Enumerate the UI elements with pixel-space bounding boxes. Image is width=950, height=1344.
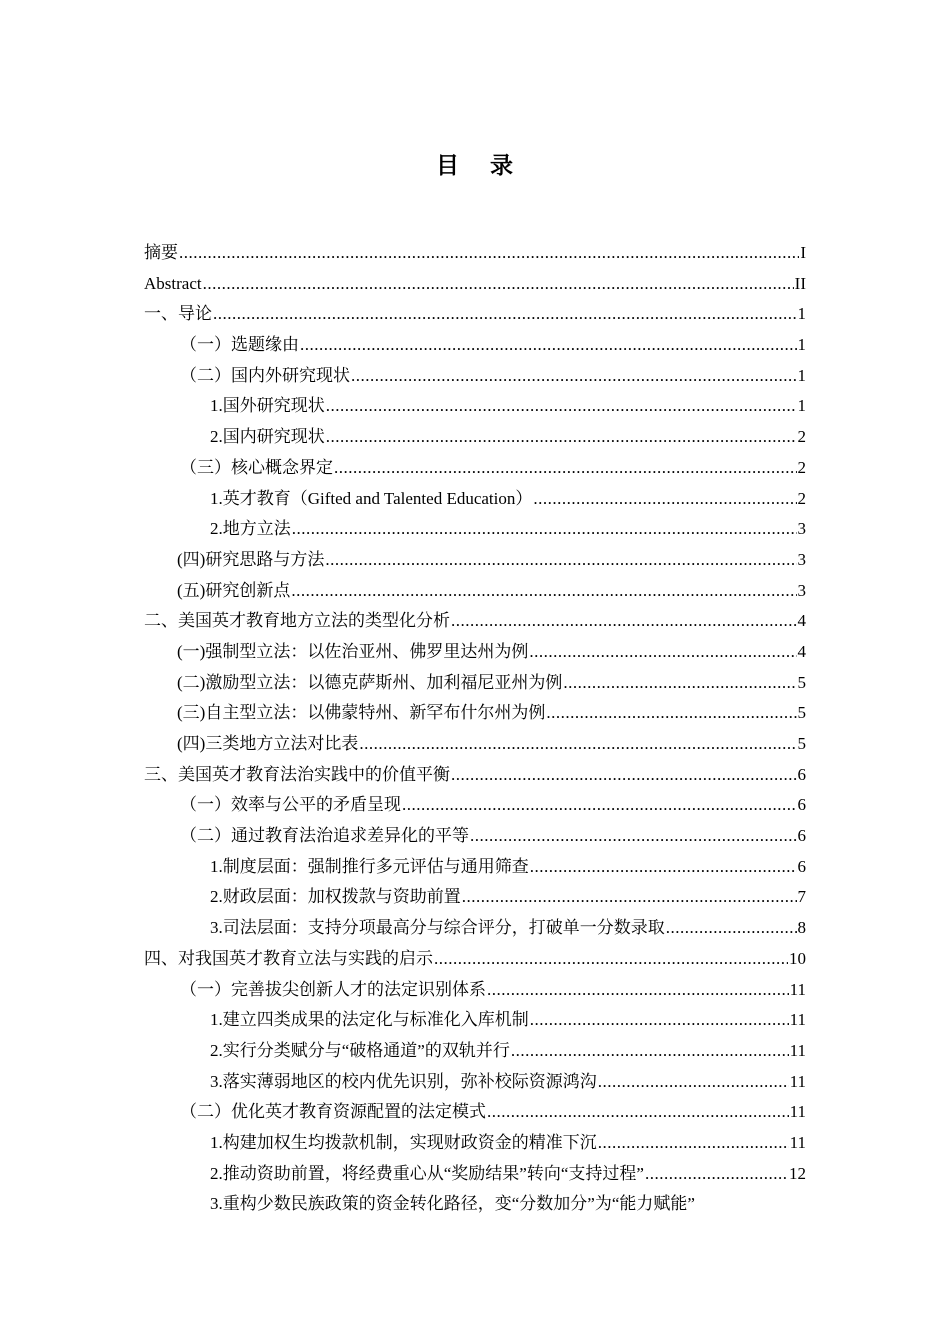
dot-leader: [529, 637, 796, 668]
toc-page-number: 1: [797, 304, 806, 324]
toc-page-number: 11: [789, 1102, 806, 1122]
toc-entry-title: 3.司法层面：支持分项最高分与综合评分，打破单一分数录取: [210, 918, 665, 938]
toc-entry-title: (三)自主型立法：以佛蒙特州、新罕布什尔州为例: [177, 703, 546, 723]
toc-entry-title: 1.英才教育（Gifted and Talented Education）: [210, 488, 533, 508]
dot-leader: [530, 852, 797, 883]
toc-page-number: 6: [797, 856, 806, 876]
toc-page-number: 11: [789, 1132, 806, 1152]
toc-entry[interactable]: [144, 484, 806, 515]
toc-entry-title: （三）核心概念界定: [180, 457, 333, 477]
toc-entry[interactable]: [144, 729, 806, 760]
toc-entry[interactable]: [144, 1128, 806, 1159]
toc-entry-title: （二）通过教育法治追求差异化的平等: [180, 826, 469, 846]
title-char-2: 录: [490, 153, 514, 179]
dot-leader: [203, 269, 794, 300]
dot-leader: [470, 821, 797, 852]
dot-leader: [666, 913, 797, 944]
toc-page-number: 2: [797, 427, 806, 447]
toc-page-number: 5: [797, 734, 806, 753]
toc-entry-title: 1.建立四类成果的法定化与标准化入库机制: [210, 1010, 529, 1030]
toc-entry[interactable]: [144, 576, 806, 607]
toc-entry-title: 3.重构少数民族政策的资金转化路径，变“分数加分”为“能力赋能”: [210, 1194, 695, 1214]
toc-entry-title: 1.制度层面：强制推行多元评估与通用筛查: [210, 856, 529, 876]
toc-entry[interactable]: [144, 852, 806, 883]
toc-entry-title: (五)研究创新点: [177, 580, 291, 600]
toc-entry[interactable]: [144, 606, 806, 637]
toc-entry[interactable]: [144, 238, 806, 269]
toc-page-number: 11: [789, 1071, 806, 1091]
toc-entry-title: （二）国内外研究现状: [180, 365, 350, 385]
dot-leader: [292, 514, 797, 545]
toc-entry[interactable]: [144, 668, 806, 699]
toc-entry[interactable]: [144, 913, 806, 944]
toc-entry-title: （一）效率与公平的矛盾呈现: [180, 795, 401, 815]
toc-entry-title: 二、美国英才教育地方立法的类型化分析: [144, 611, 450, 631]
dot-leader: [645, 1159, 788, 1190]
toc-page-number: 2: [797, 488, 806, 508]
toc-entry[interactable]: [144, 1036, 806, 1067]
dot-leader: [325, 545, 796, 576]
toc-entry-title: 1.国外研究现状: [210, 396, 325, 416]
toc-entry[interactable]: [144, 760, 806, 791]
toc-entry-title: （一）选题缘由: [180, 335, 299, 355]
toc-page-number: 5: [797, 703, 806, 723]
toc-page-number: 2: [797, 457, 806, 477]
toc-entry[interactable]: [144, 453, 806, 484]
toc-entry[interactable]: [144, 330, 806, 361]
toc-page-number: 3: [797, 549, 806, 569]
title-char-1: 目: [436, 153, 460, 179]
toc-entry-title: (四)研究思路与方法: [177, 549, 325, 569]
toc-page-number: 11: [789, 979, 806, 999]
dot-leader: [326, 391, 797, 422]
dot-leader: [359, 729, 796, 760]
toc-entry-title: 2.推动资助前置，将经费重心从“奖励结果”转向“支持过程”: [210, 1163, 644, 1183]
dot-leader: [179, 238, 799, 269]
toc-entry[interactable]: [144, 1159, 806, 1190]
toc-entry-title: 1.构建加权生均拨款机制，实现财政资金的精准下沉: [210, 1132, 597, 1152]
dot-leader: [598, 1067, 789, 1098]
toc-entry-title: (四)三类地方立法对比表: [177, 734, 359, 753]
dot-leader: [213, 299, 797, 330]
toc-entry[interactable]: [144, 1005, 806, 1036]
toc-entry[interactable]: [144, 1097, 806, 1128]
dot-leader: [462, 882, 797, 913]
toc-entry-title: 四、对我国英才教育立法与实践的启示: [144, 948, 433, 968]
dot-leader: [291, 576, 796, 607]
dot-leader: [334, 453, 797, 484]
toc-page-number: 6: [797, 795, 806, 815]
dot-leader: [451, 760, 797, 791]
toc-entry[interactable]: [144, 391, 806, 422]
toc-entry[interactable]: [144, 882, 806, 913]
dot-leader: [533, 484, 796, 515]
toc-entry-title: （一）完善拔尖创新人才的法定识别体系: [180, 979, 486, 999]
toc-entry-title: 3.落实薄弱地区的校内优先识别，弥补校际资源鸿沟: [210, 1071, 597, 1091]
toc-entry-title: (一)强制型立法：以佐治亚州、佛罗里达州为例: [177, 641, 529, 661]
toc-entry-title: 三、美国英才教育法治实践中的价值平衡: [144, 764, 450, 784]
toc-entry[interactable]: [144, 545, 806, 576]
toc-entry[interactable]: [144, 361, 806, 392]
dot-leader: [598, 1128, 789, 1159]
dot-leader: [326, 422, 797, 453]
toc-page-number: 1: [797, 365, 806, 385]
toc-entry[interactable]: [144, 637, 806, 668]
toc-entry[interactable]: [144, 821, 806, 852]
toc-entry-title: （二）优化英才教育资源配置的法定模式: [180, 1102, 486, 1122]
toc-entry[interactable]: [144, 1067, 806, 1098]
toc-entry-title: (二)激励型立法：以德克萨斯州、加利福尼亚州为例: [177, 672, 563, 692]
toc-entry[interactable]: [144, 975, 806, 1006]
toc-entry-title: 2.地方立法: [210, 519, 291, 539]
toc-entry[interactable]: [144, 422, 806, 453]
dot-leader: [300, 330, 797, 361]
toc-entry-title: 2.国内研究现状: [210, 427, 325, 447]
toc-entry-title: 一、导论: [144, 304, 212, 324]
toc-page-number: II: [794, 273, 806, 293]
dot-leader: [451, 606, 797, 637]
toc-page-number: 7: [797, 887, 806, 907]
dot-leader: [487, 1097, 789, 1128]
toc-page-number: I: [800, 243, 806, 262]
dot-leader: [402, 790, 797, 821]
table-of-contents: [144, 238, 806, 1220]
dot-leader: [530, 1005, 789, 1036]
dot-leader: [563, 668, 796, 699]
toc-page-number: 10: [789, 948, 806, 968]
toc-entry-title: Abstract: [144, 273, 202, 293]
toc-entry[interactable]: [144, 269, 806, 300]
dot-leader: [487, 975, 789, 1006]
toc-page-number: 1: [797, 335, 806, 355]
toc-entry[interactable]: [144, 514, 806, 545]
toc-page-number: 8: [797, 918, 806, 938]
dot-leader: [511, 1036, 789, 1067]
dot-leader: [546, 698, 796, 729]
toc-page-number: 12: [789, 1163, 806, 1183]
toc-entry-title: 摘要: [144, 243, 178, 262]
toc-entry[interactable]: [144, 698, 806, 729]
toc-page-number: 11: [789, 1040, 806, 1060]
dot-leader: [351, 361, 797, 392]
toc-entry-title: 2.财政层面：加权拨款与资助前置: [210, 887, 461, 907]
page-title: [0, 150, 950, 182]
toc-page-number: 11: [789, 1010, 806, 1030]
toc-page-number: 5: [797, 672, 806, 692]
toc-entry-title: 2.实行分类赋分与“破格通道”的双轨并行: [210, 1040, 510, 1060]
toc-entry[interactable]: [144, 944, 806, 975]
toc-page-number: 1: [797, 396, 806, 416]
dot-leader: [434, 944, 788, 975]
toc-page-number: 4: [797, 641, 806, 661]
toc-page-number: 6: [797, 826, 806, 846]
toc-entry[interactable]: [144, 790, 806, 821]
toc-page-number: 6: [797, 764, 806, 784]
toc-page-number: 4: [797, 611, 806, 631]
toc-entry[interactable]: [144, 299, 806, 330]
toc-page-number: 3: [797, 580, 806, 600]
toc-page-number: 3: [797, 519, 806, 539]
toc-entry[interactable]: [144, 1189, 806, 1220]
